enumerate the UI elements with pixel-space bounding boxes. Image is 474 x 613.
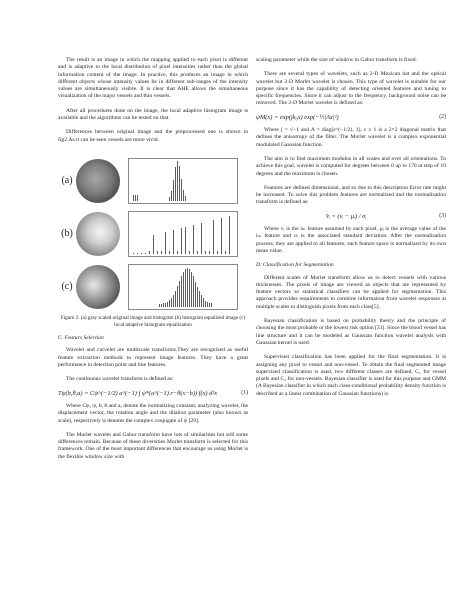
histogram-bar xyxy=(187,268,188,307)
histogram-bar xyxy=(135,195,136,201)
paragraph-max-modulus: The aim is to find maximum modulus in all scales and over all orientations. To achieve this goal, wavelet is computed for degrees between 0 up to 170 at step of 10 degrees and the maximum is chosen. xyxy=(256,155,446,177)
histogram-bar xyxy=(189,269,190,307)
figure-row-b xyxy=(58,209,248,259)
equation-2-number: (2) xyxy=(439,113,446,120)
histogram-bar xyxy=(193,225,194,254)
histogram-bar xyxy=(191,272,192,307)
histogram-bar xyxy=(159,304,160,307)
equation-2-body: ψM(x) = exp(jk₀x) exp(−½|Ax|²) xyxy=(256,113,339,121)
figure-caption: Figure 2. (a) gray scaled original image and histogram (b) histogram equalized image (c) local adaptive histogram equalization xyxy=(60,314,246,328)
histogram-bar xyxy=(229,216,230,254)
histogram-bar xyxy=(209,251,210,254)
histogram-bar xyxy=(217,251,218,254)
histogram-bar xyxy=(205,301,206,307)
histogram-bar xyxy=(179,281,180,307)
histogram-bar xyxy=(161,304,162,307)
histogram-bar xyxy=(177,286,178,307)
paragraph-wavelet-types: There are several types of wavelets, such as 2-D Mexican hat and the optical wavelet but 2-D Morlet wavelet is chosen. This type of wavelet is suitable for our purpose since it has the capability of detecting oriented features and tuning to specific frequencies. Since it can adjust to the frequency, background noise can be removed. The 2-D Morlet wavelet is defined as: xyxy=(256,71,446,107)
histogram-bar xyxy=(141,253,142,254)
histogram-bar xyxy=(205,251,206,254)
figure-label-b: (b) xyxy=(61,228,73,240)
paragraph-scales: Different scales of Morlet transform allow us to detect vessels with various thicknesses. The pixels of image are viewed as objects that are represented by feature vectors so statistical classifiers can be applied for segmentation. This approach provides requirements to combine information from wavelet responses at multiple scales to distinguish pixels from each class[5]. xyxy=(256,274,446,310)
paragraph-scaling: scaling parameter while the size of window in Gabor transform is fixed. xyxy=(256,57,417,63)
histogram-bar xyxy=(177,161,178,201)
right-column xyxy=(256,57,446,398)
paragraph-procedures: After all procedures done on the image, the local adaptive histogram image is available and the algorithms can be tested on that. xyxy=(58,107,248,122)
paragraph-cwt-symbols: Where Cψ, ψ, b, θ and a, denote the normalizing constant, analyzing wavelet, the displacement vector, the rotation angle and the dilation parameter (also known as scale), respectively ψ denotes the complex conjugate of ψ [29]. xyxy=(58,402,248,424)
histogram-bar xyxy=(221,218,222,254)
paragraph-ahe-result: The result is an image in which the mapping applied to each pixel is different and is adaptive to the local distribution of pixel intensities rather than the global information content of the image. In practice, this produces an image in which different objects whose intensity values lie in different sub-ranges of the intensity values are simultaneously visible. It is clear that AHE allows the simultaneous visualization of the major vessels and thin vessels. xyxy=(58,57,248,100)
histogram-bar xyxy=(209,303,210,307)
histogram-bar xyxy=(195,282,196,307)
histogram-bar xyxy=(171,191,172,201)
paragraph-differences: Differences between original image and the preprocessed one is shown in fig2.As it can be seen vessels are more vivid. xyxy=(58,129,248,143)
retina-image-gray xyxy=(76,159,120,203)
histogram-bar xyxy=(137,195,138,201)
paragraph-morlet-def: Where j = √−1 and A = diag[ε^(−1/2), 1], ε ≥ 1 is a 2×2 diagonal matrix that defines the anisotropy of the filter. The Morlet wavelet is a complex exponential modulated Gaussian function. xyxy=(256,127,446,148)
histogram-bar xyxy=(225,251,226,254)
histogram-bar xyxy=(201,223,202,254)
histogram-bar xyxy=(169,300,170,307)
histogram-bar xyxy=(169,251,170,254)
histogram-a xyxy=(128,158,238,204)
histogram-bar xyxy=(167,302,168,307)
histogram-bar xyxy=(165,232,166,254)
equation-2 xyxy=(256,114,446,121)
histogram-bar xyxy=(149,251,150,254)
histogram-bar xyxy=(181,179,182,201)
histogram-bar xyxy=(203,298,204,307)
histogram-bar xyxy=(207,302,208,307)
paragraph-normalization-def: Where vᵢ is the iₜₕ feature assumed by each pixel, μᵢ is the average value of the iₜₕ feature and σᵢ is the associated standard deviation. After the normalization process, they are applied to all features; each feature space is normalized by its own mean value. xyxy=(256,226,446,254)
histogram-bar xyxy=(179,166,180,201)
equation-3-number: (3) xyxy=(439,212,446,219)
equation-3 xyxy=(256,213,446,220)
retina-image-clahe xyxy=(76,265,120,309)
paragraph-wavelet: Wavelet and curvelet are multiscale transforms.They are recognized as useful feature extraction methods to represent image features. They have a great performance in detection point and line features. xyxy=(58,347,248,369)
histogram-bar xyxy=(175,167,176,201)
histogram-bar xyxy=(163,303,164,307)
left-column xyxy=(58,57,248,461)
histogram-bar xyxy=(133,195,134,201)
figure-2 xyxy=(58,156,248,328)
histogram-bar xyxy=(161,251,162,254)
histogram-bar xyxy=(171,298,172,307)
paragraph-morlet-gabor: The Morlet wavelet and Gabor transform have lots of similarities but still some differences remain. Because of these diversities Morlet transform is selected for this framework. One of the most important differences that encourage us using Morlet is the flexible window size with xyxy=(58,431,248,460)
histogram-bar xyxy=(185,269,186,307)
histogram-bar xyxy=(183,272,184,307)
histogram-bar xyxy=(181,228,182,254)
figure-label-a: (a) xyxy=(61,175,73,187)
histogram-bar xyxy=(197,251,198,254)
histogram-bar xyxy=(199,291,200,306)
histogram-bar xyxy=(189,251,190,254)
histogram-bar xyxy=(165,303,166,307)
paragraph-bayesian: Bayesian classification is based on probability theory and the principle of choosing the most probable or the lowest risk option [31]. Since the blood vessel has line structure and it can be modeled as Gaussian function wavelet analysis with Gaussian kernel is used. xyxy=(256,318,446,346)
equation-1 xyxy=(58,390,248,397)
histogram-bar xyxy=(173,230,174,254)
histogram-bar xyxy=(145,253,146,254)
section-heading-d: D. Classification for Segmentation xyxy=(256,262,334,269)
histogram-bar xyxy=(181,276,182,307)
paragraph-supervised: Supervised classification has been applied for the final segmentation. It is assigning any pixel to vessel and non-vessel. To obtain the final segmented image supervised classification is used, two different classes are defined, C₁ for vessel pixels and C₂ for non-vessels. Bayesian classifier is used for this purpose and GMM (A Bayesian classifier in which each class-conditional probability density function is described as a linear combination of Gaussian functions) is xyxy=(256,354,446,397)
retina-image-equalized xyxy=(76,212,120,256)
histogram-bar xyxy=(193,276,194,307)
figure-label-c: (c) xyxy=(61,281,73,293)
histogram-bar xyxy=(173,295,174,307)
histogram-bar xyxy=(197,287,198,307)
histogram-bar xyxy=(185,196,186,201)
histogram-bar xyxy=(213,220,214,254)
paragraph-normalization: Features are defined dimensional, and so due to this description Error rate might be increased. To solve this problem features are normalized and the normalization transform is defined as: xyxy=(256,184,446,206)
histogram-bar xyxy=(201,295,202,307)
histogram-bar xyxy=(133,253,134,254)
equation-1-body: Tψ(b,θ,a) = Cψ^(−1/2) a^(−1) ∫ ψ*(a^(−1) r−θ(x−b)) f(x) d²x xyxy=(58,389,218,397)
histogram-bar xyxy=(183,190,184,201)
histogram-bar xyxy=(211,303,212,307)
figure-row-c xyxy=(58,262,248,312)
equation-1-number: (1) xyxy=(241,389,248,396)
histogram-bar xyxy=(173,180,174,201)
section-heading-c: C. Featurs Selection xyxy=(58,335,104,342)
histogram-bar xyxy=(153,235,154,254)
histogram-b xyxy=(128,211,238,257)
histogram-bar xyxy=(157,251,158,254)
histogram-bar xyxy=(177,251,178,254)
histogram-bar xyxy=(169,197,170,201)
histogram-bar xyxy=(175,291,176,307)
figure-row-a xyxy=(58,156,248,206)
histogram-bar xyxy=(137,253,138,254)
histogram-c xyxy=(128,264,238,310)
paragraph-cwt-intro: The continuous wavelet transform is defined as: xyxy=(66,376,174,383)
histogram-bar xyxy=(185,227,186,254)
equation-3-body: v̂ᵢ = (vᵢ − μᵢ) / σᵢ xyxy=(326,212,367,220)
